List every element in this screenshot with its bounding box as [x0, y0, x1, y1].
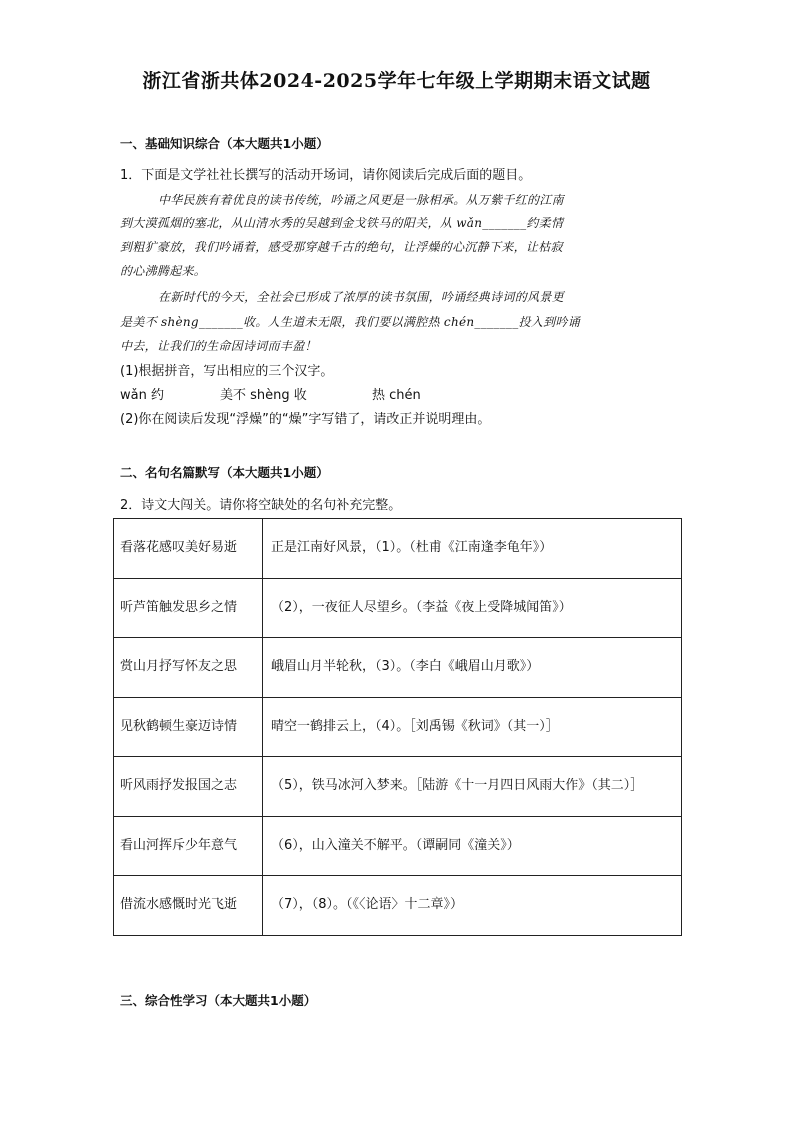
- content-cell: 正是江南好风景，（1）。（杜甫《江南逢李龟年》）: [263, 519, 682, 579]
- table-row: [114, 757, 682, 817]
- content-cell: （6），山入潼关不解平。（谭嗣同《潼关》）: [263, 816, 682, 876]
- section-1-heading: 一、基础知识综合（本大题共1小题）: [120, 136, 329, 151]
- question-2-prompt: 2．诗文大闯关。请你将空缺处的名句补充完整。: [120, 498, 402, 513]
- passage-line: 是美不 shèng_______收。人生道未无限，我们要以满腔热 chén_______投入到吟诵: [120, 315, 581, 329]
- content-cell: （7），（8）。（《〈论语〉十二章》）: [263, 876, 682, 936]
- content-cell: （2），一夜征人尽望乡。（李益《夜上受降城闻笛》）: [263, 578, 682, 638]
- content-cell: （5），铁马冰河入梦来。［陆游《十一月四日风雨大作》（其二）］: [263, 757, 682, 817]
- theme-cell: 赏山月抒写怀友之思: [114, 638, 263, 698]
- theme-cell: 看山河挥斥少年意气: [114, 816, 263, 876]
- passage-line: 中华民族有着优良的读书传统，吟诵之风更是一脉相承。从万紫千红的江南: [158, 193, 564, 207]
- content-cell: 峨眉山月半轮秋，（3）。（李白《峨眉山月歌》）: [263, 638, 682, 698]
- table-row: [114, 638, 682, 698]
- theme-cell: 见秋鹤顿生豪迈诗情: [114, 697, 263, 757]
- pinyin-item: wǎn 约: [120, 388, 164, 403]
- page-title: 浙江省浙共体2024-2025学年七年级上学期期末语文试题: [142, 70, 651, 92]
- section-2-heading: 二、名句名篇默写（本大题共1小题）: [120, 465, 329, 480]
- theme-cell: 借流水感慨时光飞逝: [114, 876, 263, 936]
- sub-question-2: (2)你在阅读后发现“浮燥”的“燥”字写错了，请改正并说明理由。: [120, 412, 491, 427]
- section-3-heading: 三、综合性学习（本大题共1小题）: [120, 993, 317, 1008]
- poem-table: [113, 518, 682, 936]
- question-1-prompt: 1．下面是文学社社长撰写的活动开场词，请你阅读后完成后面的题目。: [120, 168, 532, 183]
- passage-line: 到粗犷豪放，我们吟诵着，感受那穿越千古的绝句，让浮燥的心沉静下来，让枯寂: [120, 240, 563, 254]
- content-cell: 晴空一鹤排云上，（4）。［刘禹锡《秋词》（其一）］: [263, 697, 682, 757]
- table-row: [114, 697, 682, 757]
- pinyin-item: 热 chén: [372, 388, 421, 403]
- theme-cell: 听芦笛触发思乡之情: [114, 578, 263, 638]
- table-row: [114, 816, 682, 876]
- passage-line: 在新时代的今天，全社会已形成了浓厚的读书氛围，吟诵经典诗词的风景更: [158, 290, 564, 304]
- sub-question-1: (1)根据拼音，写出相应的三个汉字。: [120, 364, 334, 379]
- theme-cell: 听风雨抒发报国之志: [114, 757, 263, 817]
- table-row: [114, 876, 682, 936]
- table-row: [114, 519, 682, 579]
- table-row: [114, 578, 682, 638]
- passage-line: 的心沸腾起来。: [120, 264, 207, 278]
- passage-line: 到大漠孤烟的塞北，从山清水秀的吴越到金戈铁马的阳关，从 wǎn_______约柔情: [120, 216, 564, 230]
- theme-cell: 看落花感叹美好易逝: [114, 519, 263, 579]
- passage-line: 中去，让我们的生命因诗词而丰盈！: [120, 339, 317, 353]
- pinyin-item: 美不 shèng 收: [220, 388, 307, 403]
